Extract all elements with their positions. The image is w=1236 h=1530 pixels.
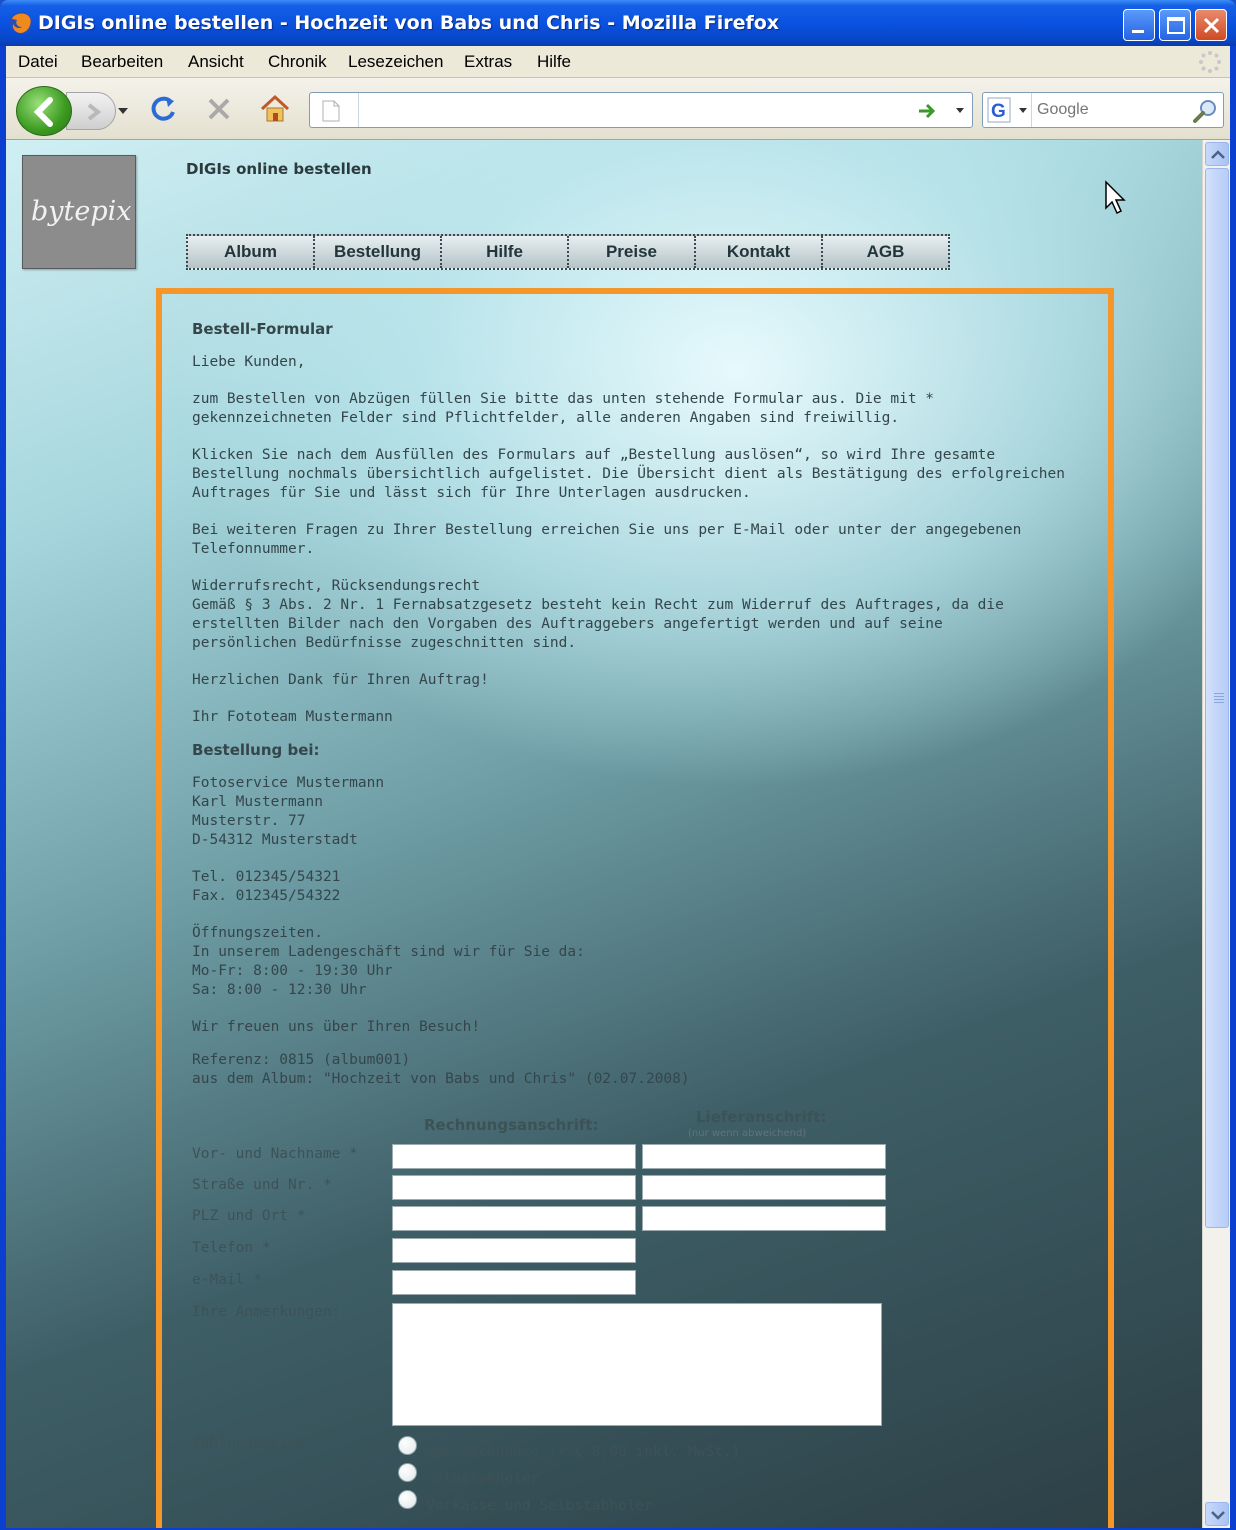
menu-hilfe[interactable]: Hilfe [537,52,572,71]
forward-arrow-icon [67,93,117,131]
maximize-button[interactable] [1159,9,1191,41]
email-label: e-Mail * [192,1272,262,1288]
chevron-down-icon [1206,1503,1230,1527]
page-viewport [6,140,1202,1528]
billing-street-input[interactable] [392,1175,636,1200]
firefox-icon [8,10,34,36]
scroll-grip [1214,696,1224,697]
url-bar[interactable] [309,92,973,128]
maximize-icon [1160,10,1192,42]
vertical-scrollbar[interactable] [1202,140,1230,1528]
search-icon[interactable] [1191,97,1219,125]
name-label: Vor- und Nachname * [192,1146,358,1162]
greeting-text: Liebe Kunden, [192,354,306,370]
title-bar[interactable] [0,0,1236,46]
back-button[interactable] [16,86,72,136]
signature-text: Ihr Fototeam Mustermann [192,709,393,725]
welcome-text: Wir freuen uns über Ihren Besuch! [192,1019,481,1035]
shop-contact: Tel. 012345/54321 Fax. 012345/54322 [192,869,341,904]
payment-label: Zahlungsweise: * [192,1435,332,1451]
shipping-street-input[interactable] [642,1175,886,1200]
thanks-text: Herzlichen Dank für Ihren Auftrag! [192,672,489,688]
payment-pickup-radio[interactable] [398,1463,417,1482]
shop-address: Fotoservice Mustermann Karl Mustermann Musterstr. 77 D-54312 Musterstadt [192,775,385,848]
payment-pickup-label: Selbstabholer [426,1471,540,1487]
email-input[interactable] [392,1270,636,1295]
order-intro [192,320,1082,1089]
minimize-icon [1124,10,1156,42]
scroll-up-button[interactable] [1205,142,1229,166]
order-at-heading: Bestellung bei: [192,741,320,759]
close-icon [1196,10,1228,42]
url-separator [358,93,359,127]
menu-lesezeichen[interactable]: Lesezeichen [348,52,444,71]
menu-bar [6,46,1230,78]
scroll-grip [1214,693,1224,694]
scroll-thumb[interactable] [1205,168,1229,1228]
logo-text: bytepix [31,196,132,227]
nav-kontakt[interactable]: Kontakt [696,236,823,268]
navigation-toolbar [6,78,1230,140]
site-title: DIGIs online bestellen [186,160,372,178]
scroll-grip [1214,699,1224,700]
scroll-grip [1214,702,1224,703]
menu-ansicht[interactable]: Ansicht [188,52,244,71]
page-icon [320,99,342,123]
city-label: PLZ und Ort * [192,1208,306,1224]
payment-cod-label: per Nachnahme (+ € 8,00 inkl. MwSt.) [426,1444,741,1460]
album-reference: Referenz: 0815 (album001) aus dem Album: "Hochzeit von Babs und Chris" (02.07.2008) [192,1052,690,1087]
search-input[interactable] [1037,99,1187,121]
go-arrow-icon[interactable] [916,100,938,122]
site-navigation [186,234,950,270]
home-icon[interactable] [258,92,292,126]
payment-cod-radio[interactable] [398,1436,417,1455]
billing-address-heading: Rechnungsanschrift: [424,1116,599,1134]
mouse-cursor-icon [1104,180,1128,216]
url-dropdown-icon[interactable] [956,108,964,113]
payment-prepay-radio[interactable] [398,1490,417,1509]
menu-datei[interactable]: Datei [18,52,58,71]
shipping-name-input[interactable] [642,1144,886,1169]
notes-label: Ihre Anmerkungen: [192,1304,341,1320]
forward-button[interactable] [66,92,116,130]
opening-hours: Öffnungszeiten. In unserem Ladengeschäft sind wir für Sie da: Mo-Fr: 8:00 - 19:30 Uhr Sa: 8:00 - 12:30 Uhr [192,925,585,998]
shipping-address-heading: Lieferanschrift: [696,1108,827,1126]
intro-paragraph: zum Bestellen von Abzügen füllen Sie bitte das unten stehende Formular aus. Die mit * gekennzeichneten Felder sind Pflichtfelder, alle anderen Angaben sind freiwillig. [192,391,935,426]
minimize-button[interactable] [1123,9,1155,41]
nav-bestellung[interactable]: Bestellung [315,236,442,268]
nav-hilfe[interactable]: Hilfe [442,236,569,268]
stop-icon[interactable] [202,92,236,126]
search-bar[interactable] [982,92,1224,128]
withdrawal-paragraph: Widerrufsrecht, Rücksendungsrecht Gemäß § 3 Abs. 2 Nr. 1 Fernabsatzgesetz besteht kein Recht zum Widerruf des Auftrages, da die erstellten Bilder nach den Vorgaben des Auftraggebers angefertigt werden und auf seine persönlichen Bedürfnisse zugeschnitten sind. [192,578,1004,651]
billing-city-input[interactable] [392,1206,636,1231]
street-label: Straße und Nr. * [192,1177,332,1193]
shipping-address-note: (nur wenn abweichend) [688,1128,807,1139]
questions-paragraph: Bei weiteren Fragen zu Ihrer Bestellung erreichen Sie uns per E-Mail oder unter der angegebenen Telefonnummer. [192,522,1022,557]
order-form-panel [156,288,1114,1528]
bytepix-logo[interactable] [22,155,136,269]
menu-extras[interactable]: Extras [464,52,513,71]
nav-album[interactable]: Album [188,236,315,268]
phone-label: Telefon * [192,1240,271,1256]
nav-preise[interactable]: Preise [569,236,696,268]
search-separator [1031,93,1032,127]
google-engine-icon[interactable] [987,97,1011,123]
payment-prepay-label: Vorkasse und Selbstabholer [426,1498,653,1514]
back-arrow-icon [17,87,73,137]
chevron-up-icon [1206,143,1230,167]
svg-text:G: G [991,101,1006,122]
close-button[interactable] [1195,9,1227,41]
billing-name-input[interactable] [392,1144,636,1169]
notes-textarea[interactable] [392,1303,882,1426]
scroll-down-button[interactable] [1205,1502,1229,1526]
form-heading: Bestell-Formular [192,320,333,338]
menu-chronik[interactable]: Chronik [268,52,327,71]
nav-agb[interactable]: AGB [866,242,905,261]
reload-icon[interactable] [146,92,180,126]
phone-input[interactable] [392,1238,636,1263]
shipping-city-input[interactable] [642,1206,886,1231]
menu-bearbeiten[interactable]: Bearbeiten [81,52,164,71]
search-engine-dropdown-icon[interactable] [1019,108,1027,113]
throbber-icon [1198,50,1222,74]
window-title: DIGIs online bestellen - Hochzeit von Babs und Chris - Mozilla Firefox [38,12,780,34]
history-dropdown-icon[interactable] [118,108,128,114]
instructions-paragraph: Klicken Sie nach dem Ausfüllen des Formulars auf „Bestellung auslösen“, so wird Ihre gesamte Bestellung nochmals übersichtlich aufgelistet. Die Übersicht dient als Bestätigung des erfolgreichen Auftrages für Sie und lässt sich für Ihre Unterlagen ausdrucken. [192,447,1065,501]
